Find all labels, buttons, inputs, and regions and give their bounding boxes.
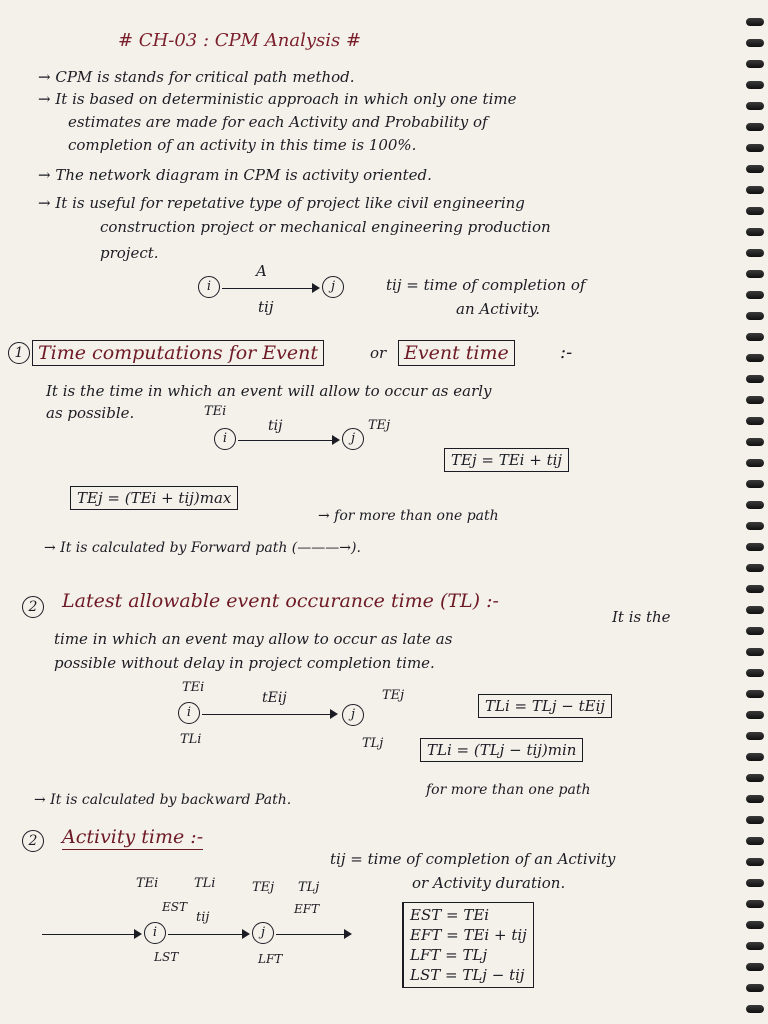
s3-activity-arrow xyxy=(168,934,248,935)
activity-arrow xyxy=(222,288,318,289)
spiral-ring xyxy=(746,417,764,425)
s2-tl-i: TLi xyxy=(180,732,202,747)
spiral-ring xyxy=(746,396,764,404)
spiral-ring xyxy=(746,249,764,257)
spiral-ring xyxy=(746,942,764,950)
bullet-arrow-icon: → xyxy=(38,166,51,184)
section-1-desc-2: as possible. xyxy=(46,404,135,422)
s1-formula-forward: TEj = TEi + tij xyxy=(444,448,569,472)
page-title: # CH-03 : CPM Analysis # xyxy=(118,30,362,51)
te-j-label: TEj xyxy=(368,418,391,433)
section-2-desc-3: possible without delay in project completion time. xyxy=(54,654,435,672)
spiral-ring xyxy=(746,585,764,593)
spiral-ring xyxy=(746,795,764,803)
s3-lft-label: LFT xyxy=(258,952,283,966)
intro-line-3: estimates are made for each Activity and Probability of xyxy=(68,113,488,131)
section-2-heading: Latest allowable event occurance time (TL) :- xyxy=(62,590,499,612)
spiral-ring xyxy=(746,522,764,530)
te-i-label: TEi xyxy=(204,404,227,419)
section-2-desc-2: time in which an event may allow to occur as late as xyxy=(54,630,453,648)
spiral-ring xyxy=(746,354,764,362)
section-1-desc-1: It is the time in which an event will allow to occur as early xyxy=(46,382,492,400)
intro-line-2: → It is based on deterministic approach in which only one time xyxy=(38,90,517,108)
spiral-ring xyxy=(746,270,764,278)
spiral-ring xyxy=(746,501,764,509)
section-2-number: 2 xyxy=(22,596,44,618)
s2-activity-arrow xyxy=(202,714,336,715)
spiral-ring xyxy=(746,375,764,383)
s3-formula-eft: EFT = TEi + tij xyxy=(410,926,527,944)
s3-est-label: EST xyxy=(162,900,187,914)
s2-te-ij: tEij xyxy=(262,690,287,706)
spiral-ring xyxy=(746,879,764,887)
spiral-ring xyxy=(746,102,764,110)
s3-formula-lst: LST = TLj − tij xyxy=(410,966,525,984)
tij-definition-1: tij = time of completion of xyxy=(386,276,586,294)
s3-outgoing-arrow xyxy=(276,934,350,935)
s2-formula-min-note: for more than one path xyxy=(426,782,591,798)
s1-node-i: i xyxy=(214,428,236,450)
spiral-ring xyxy=(746,333,764,341)
intro-line-8: project. xyxy=(100,244,159,262)
spiral-ring xyxy=(746,18,764,26)
section-3-heading: Activity time :- xyxy=(62,826,204,848)
spiral-ring xyxy=(746,480,764,488)
intro-line-5: → The network diagram in CPM is activity oriented. xyxy=(38,166,432,184)
spiral-ring xyxy=(746,627,764,635)
s1-formula-max-note: → for more than one path xyxy=(318,508,499,524)
spiral-ring xyxy=(746,648,764,656)
s3-node-j: j xyxy=(252,922,274,944)
activity-label: A xyxy=(256,262,267,280)
spiral-ring xyxy=(746,921,764,929)
s1-activity-arrow xyxy=(238,440,338,441)
spiral-ring xyxy=(746,39,764,47)
activity-duration-label: tij xyxy=(258,298,274,316)
spiral-ring xyxy=(746,858,764,866)
spiral-ring xyxy=(746,774,764,782)
spiral-ring xyxy=(746,816,764,824)
spiral-ring xyxy=(746,165,764,173)
spiral-ring xyxy=(746,228,764,236)
section-1-heading-b: Event time xyxy=(398,340,515,366)
s3-eft-label: EFT xyxy=(294,902,320,916)
spiral-binding xyxy=(738,0,768,1024)
spiral-ring xyxy=(746,81,764,89)
section-2-desc-1: It is the xyxy=(612,608,671,626)
node-i: i xyxy=(198,276,220,298)
node-j: j xyxy=(322,276,344,298)
spiral-ring xyxy=(746,291,764,299)
bullet-arrow-icon: → xyxy=(38,194,51,212)
spiral-ring xyxy=(746,900,764,908)
section-3-number: 2 xyxy=(22,830,44,852)
spiral-ring xyxy=(746,312,764,320)
bullet-arrow-icon: → xyxy=(38,68,51,86)
intro-line-1: → CPM is stands for critical path method. xyxy=(38,68,355,86)
s2-formula-backward: TLi = TLj − tEij xyxy=(478,694,612,718)
s3-formula-box xyxy=(402,902,534,988)
tij-definition-2: an Activity. xyxy=(456,300,540,318)
s2-calc-note: → It is calculated by backward Path. xyxy=(34,792,292,808)
s3-node-i: i xyxy=(144,922,166,944)
section-1-heading-a: Time computations for Event xyxy=(32,340,324,366)
s3-formula-est: EST = TEi xyxy=(410,906,490,924)
spiral-ring xyxy=(746,186,764,194)
intro-line-4: completion of an activity in this time is 100%. xyxy=(68,136,417,154)
s3-tl-i: TLi xyxy=(194,876,216,891)
s1-calc-note: → It is calculated by Forward path (———→). xyxy=(44,540,361,556)
spiral-ring xyxy=(746,438,764,446)
intro-line-6: → It is useful for repetative type of project like civil engineering xyxy=(38,194,525,212)
s2-te-j: TEj xyxy=(382,688,405,703)
s3-formula-lft: LFT = TLj xyxy=(410,946,488,964)
spiral-ring xyxy=(746,732,764,740)
section-1-suffix: :- xyxy=(560,342,573,363)
s2-formula-min: TLi = (TLj − tij)min xyxy=(420,738,583,762)
s3-tij-label: tij xyxy=(196,910,210,925)
section-3-def-1: tij = time of completion of an Activity xyxy=(330,850,616,868)
section-1-number: 1 xyxy=(8,342,30,364)
s2-node-i: i xyxy=(178,702,200,724)
s1-node-j: j xyxy=(342,428,364,450)
spiral-ring xyxy=(746,60,764,68)
s2-node-j: j xyxy=(342,704,364,726)
spiral-ring xyxy=(746,564,764,572)
spiral-ring xyxy=(746,963,764,971)
spiral-ring xyxy=(746,669,764,677)
spiral-ring xyxy=(746,144,764,152)
spiral-ring xyxy=(746,690,764,698)
spiral-ring xyxy=(746,753,764,761)
s3-tl-j: TLj xyxy=(298,880,320,895)
section-3-def-2: or Activity duration. xyxy=(412,874,566,892)
intro-line-7: construction project or mechanical engineering production xyxy=(100,218,551,236)
spiral-ring xyxy=(746,606,764,614)
spiral-ring xyxy=(746,837,764,845)
spiral-ring xyxy=(746,123,764,131)
s3-incoming-arrow xyxy=(42,934,140,935)
s2-te-i: TEi xyxy=(182,680,205,695)
s2-tl-j: TLj xyxy=(362,736,384,751)
s1-tij-label: tij xyxy=(268,418,283,434)
spiral-ring xyxy=(746,207,764,215)
s3-lst-label: LST xyxy=(154,950,179,964)
bullet-arrow-icon: → xyxy=(38,90,51,108)
s3-te-i: TEi xyxy=(136,876,159,891)
section-1-connector: or xyxy=(370,344,387,362)
spiral-ring xyxy=(746,984,764,992)
spiral-ring xyxy=(746,711,764,719)
s3-te-j: TEj xyxy=(252,880,275,895)
spiral-ring xyxy=(746,1005,764,1013)
s1-formula-max: TEj = (TEi + tij)max xyxy=(70,486,238,510)
spiral-ring xyxy=(746,543,764,551)
spiral-ring xyxy=(746,459,764,467)
